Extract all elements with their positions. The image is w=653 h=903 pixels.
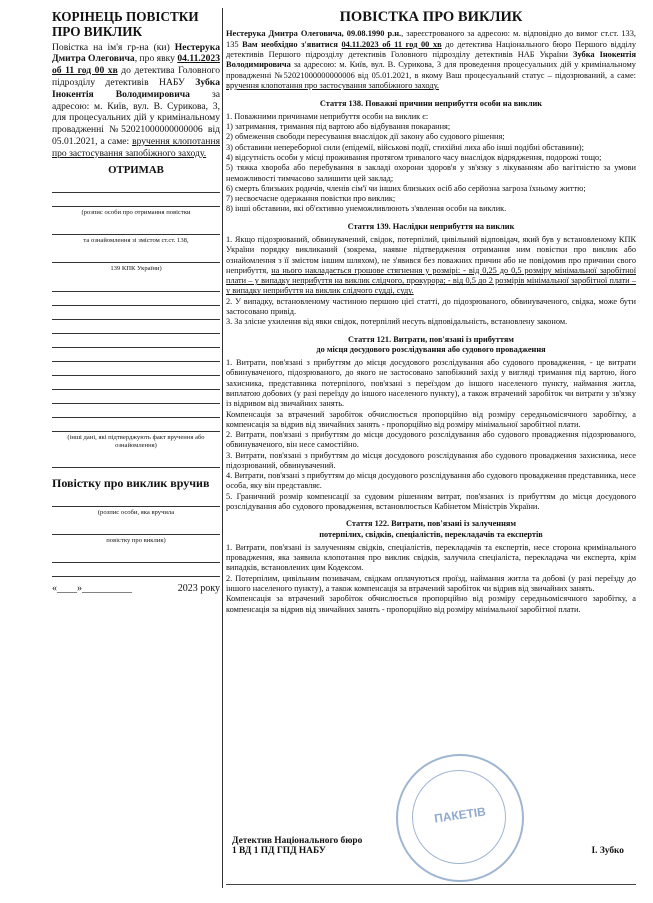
- article-item: 2. Витрати, пов'язані з прибуттям до місця досудового розслідування або судового провадження підозрюваного, обвинуваченого, він несе самостійно.: [226, 430, 636, 450]
- article-item: 5. Граничний розмір компенсації за судовим рішенням витрат, пов'язаних із прибуттям до місця досудового розслідування або судового провадження, встановлюється Кабінетом Міністрів України.: [226, 491, 636, 512]
- signature-line: [52, 336, 220, 348]
- fine-text: на нього накладається грошове стягнення у розмірі: - від 0,25 до 0,5 розміру мінімальної заробітної плати – у випадку неприбуття на виклик слідчого, прокурора; - від 0,5 до 2 розмірів мінімальної заробітної плати – у випадку неприбуття на виклик слідчого судді, суду.: [226, 265, 637, 296]
- signature-line: [52, 251, 220, 263]
- summons-body: [226, 8, 636, 615]
- signature-title: Детектив Національного бюро: [232, 836, 363, 846]
- article-item: 1. Поважними причинами неприбуття особи на виклик є:: [226, 111, 429, 121]
- signature-name: І. Зубко: [591, 846, 624, 856]
- stub-person-name: Нестерука Дмитра Олеговича: [52, 41, 220, 65]
- article-139: [226, 235, 636, 328]
- summons-title: ПОВІСТКА ПРО ВИКЛИК: [339, 9, 523, 25]
- stub-date-line: «____»__________ 2023 року: [52, 583, 220, 595]
- signature-block: [232, 836, 632, 856]
- signature-line: [52, 181, 220, 193]
- stub-purpose: вручення клопотання про застосування запобіжного заходу.: [52, 135, 220, 159]
- article-item: 3. За злісне ухилення від явки свідок, потерпілий несуть відповідальність, встановлену законом.: [226, 317, 568, 327]
- stamp-text: ПАКЕТІВ: [433, 804, 487, 826]
- signature-line: [52, 565, 220, 577]
- signature-line: [52, 364, 220, 376]
- article-item: 4) відсутність особи у місці проживання протягом тривалого часу внаслідок відрядження, подорожі тощо;: [226, 153, 602, 163]
- article-item: 4. Витрати, пов'язані з прибуттям до місця досудового розслідування або судового провадження представника, несе особа, яку він представляє.: [226, 471, 636, 491]
- handed-title: Повістку про виклик вручив: [52, 475, 210, 490]
- signature-line: [52, 378, 220, 390]
- caption: (розпис особи про отримання повістки: [81, 208, 191, 216]
- signature-line: [52, 456, 220, 468]
- signature-line: [52, 420, 220, 432]
- stub-detective-name: Зубка Інокентія Володимировича: [52, 76, 220, 100]
- summons-intro: Нестерука Дмитра Олеговича, 09.08.1990 р.н., зареєстрованого за адресою: м. відповідно до вимог ст.ст. 133, 135 Вам необхідно з'явитися 04.11.2023 об 11 год 00 хв до детектива Національного бюро Першого відділу детективів Першого підрозділу детективів Головного підрозділу детективів НАБ України Зубка Інокентія Володимировича за адресою: м. Київ, вул. В. Сурикова, 3 для проведення процесуальних дій у кримінальному провадженні №52021000000000006 від 05.01.2021, в якому Ваш процесуальний статус – підозрюваний, а саме: вручення клопотання про застосування запобіжного заходу.: [226, 29, 637, 91]
- article-item: 3) обставини непереборної сили (епідемії, військові події, стихійні лиха або інші подібні обставини);: [226, 142, 584, 152]
- article-item: 2. У випадку, встановленому частиною першою цієї статті, до підозрюваного, обвинуваченого, свідка, може бути застосовано привід.: [226, 296, 636, 316]
- article-item: 1) затримання, тримання під вартою або відбування покарання;: [226, 122, 451, 132]
- article-122-title: Стаття 122. Витрати, пов'язані із залученням потерпілих, свідків, спеціалістів, перекладачів та експертів: [319, 519, 543, 539]
- summons-stub: [52, 10, 220, 595]
- summons-detective: Зубка Інокентія Володимировича: [226, 49, 636, 70]
- article-138-title: Стаття 138. Поважні причини неприбуття особи на виклик: [319, 98, 543, 108]
- signature-unit: 1 ВД 1 ПД ГПД НАБУ: [232, 846, 326, 856]
- article-item: 1. Витрати, пов'язані із залученням свідків, спеціалістів, перекладачів та експертів, несе сторона кримінального провадження, яка заявила клопотання про виклик свідків, залучила спеціаліста, перекладача чи експерта, крім випадків, встановлених цим Кодексом.: [226, 542, 636, 573]
- article-139-title: Стаття 139. Наслідки неприбуття на виклик: [347, 221, 515, 231]
- caption: та ознайомлення зі змістом ст.ст. 138,: [83, 237, 189, 245]
- signature-line: [52, 322, 220, 334]
- signature-line: [52, 280, 220, 292]
- signature-line: [52, 495, 220, 507]
- signature-line: [52, 406, 220, 418]
- caption: (інші дані, які підтверджують факт вручення або ознайомлення): [67, 433, 205, 449]
- stub-title: КОРІНЕЦЬ ПОВІСТКИ ПРО ВИКЛИК: [52, 9, 199, 39]
- signature-line: [52, 223, 220, 235]
- signature-line: [52, 392, 220, 404]
- summons-person: Нестерука Дмитра Олеговича, 09.08.1990 р.н.: [226, 29, 402, 39]
- article-item: 7) несвоєчасне одержання повістки про виклик;: [226, 194, 396, 204]
- tear-line: [222, 8, 223, 888]
- received-title: ОТРИМАВ: [108, 163, 164, 176]
- article-item: 1. Витрати, пов'язані з прибуттям до місця досудового розслідування або судового провадження, - це витрати обвинуваченого, підозрюваного, до якого не застосовано запобіжний захід у вигляді тримання під вартою, його захисника, представника потерпілого, пов'язані з переїздом до іншого населеного пункту, наймання житла, виплатою добових (у разі переїзду до іншого населеного пункту), а також втрачений заробіток чи витрати у зв'язку із відривом від звичайних занять.: [226, 358, 636, 409]
- summons-purpose: вручення клопотання про застосування запобіжного заходу.: [226, 81, 440, 91]
- article-item: 1. Якщо підозрюваний, обвинувачений, свідок, потерпілий, цивільний відповідач, який був у встановленому КПК України порядку викликаний (зокрема, наявне підтвердження отримання ним повістки про виклик або ознайомлення з її змістом іншим шляхом), не з'явився без поважних причин або не повідомив про причини свого неприбуття, на нього накладається грошове стягнення у розмірі: - від 0,25 до 0,5 розміру мінімальної заробітної плати – у випадку неприбуття на виклик слідчого, прокурора; - від 0,5 до 2 розмірів мінімальної заробітної плати – у випадку неприбуття на виклик слідчого судді, суду.: [226, 235, 637, 296]
- caption: 139 КПК України): [110, 265, 162, 273]
- stub-text: Повістка на ім'я гр-на (ки) Нестерука Дмитра Олеговича, про явку 04.11.2023 об 11 год 00 хв до детектива Головного підрозділу детективів НАБУ Зубка Інокентія Володимировича за адресою: м. Київ, вул. В. Сурикова, 3, для процесуальних дій у кримінальному провадженні №52021000000000006 від 05.01.2021, а саме: вручення клопотання про застосування запобіжного заходу.: [52, 41, 220, 159]
- article-item: Компенсація за втрачений заробіток обчислюється пропорційно від розміру середньомісячного заробітку, а компенсація за відрив від звичайних занять - пропорційно від розміру мінімальної заробітної плати.: [226, 594, 636, 614]
- stamp-seal: [396, 754, 524, 882]
- signature-line: [52, 551, 220, 563]
- article-item: 3. Витрати, пов'язані з прибуттям до місця досудового розслідування або судового провадження захисника, несе підозрюваний, обвинувачений.: [226, 450, 636, 470]
- article-item: 2) обмеження свободи пересування внаслідок дії закону або судового рішення;: [226, 132, 505, 142]
- summons-address: за адресою: м. Київ, вул. В. Сурикова, 3: [293, 60, 442, 70]
- signature-line: [52, 523, 220, 535]
- article-item: 2. Потерпілим, цивільним позивачам, свідкам оплачуються проїзд, наймання житла та добові (у разі переїзду до іншого населеного пункту), а також компенсація за втрачений заробіток чи відрив від звичайних занять.: [226, 573, 636, 593]
- article-item: 8) інші обставини, які об'єктивно унеможливлюють з'явлення особи на виклик.: [226, 204, 507, 214]
- article-122: [226, 543, 636, 615]
- signature-line: [52, 195, 220, 207]
- article-item: 6) смерть близьких родичів, членів сім'ї чи інших близьких осіб або серйозна загроза їхньому життю;: [226, 183, 586, 193]
- signature-line: [52, 308, 220, 320]
- article-item: 5) тяжка хвороба або перебування в закладі охорони здоров'я у зв'язку з лікуванням або вагітністю за умови неможливості тимчасово залишити цей заклад;: [226, 163, 636, 183]
- signature-line: [52, 350, 220, 362]
- article-item: Компенсація за втрачений заробіток обчислюється пропорційно від розміру середньомісячного заробітку, а компенсація за відрив від звичайних занять - пропорційно від розміру мінімальної заробітної плати.: [226, 409, 636, 429]
- article-121: [226, 358, 636, 512]
- stub-year: 2023 року: [177, 583, 220, 595]
- divider: [226, 884, 636, 885]
- caption: повістку про виклик): [106, 536, 166, 544]
- article-138: [226, 112, 636, 215]
- stub-date-time: 04.11.2023 об 11 год 00 хв: [52, 53, 220, 77]
- summons-date-time: 04.11.2023 об 11 год 00 хв: [341, 39, 442, 49]
- caption: (розпис особи, яка вручила: [97, 508, 175, 516]
- article-121-title: Стаття 121. Витрати, пов'язані із прибуттям до місця досудового розслідування або судового провадження: [316, 334, 546, 354]
- signature-line: [52, 294, 220, 306]
